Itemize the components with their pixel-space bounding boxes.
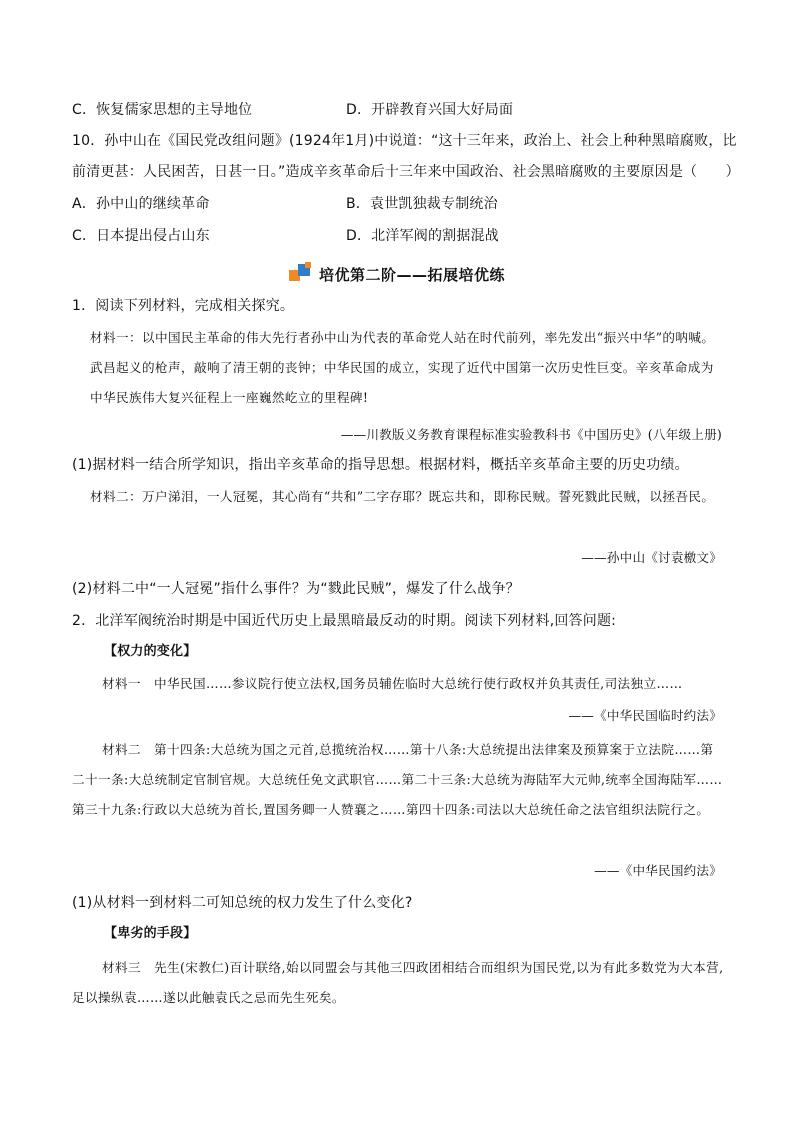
q10-option-a: A．孙中山的继续革命 <box>72 196 210 212</box>
p1-material-1: 材料一：以中国民主革命的伟大先行者孙中山为代表的革命党人站在时代前列，率先发出“振兴中华”的呐喊。武昌起义的枪声，敲响了清王朝的丧钟；中华民国的成立，实现了近代中国第一次历史性巨变。辛亥革命成为中华民族伟大复兴征程上一座巍然屹立的里程碑! <box>90 330 715 405</box>
q10-stem-line2: 前清更甚：人民困苦，日甚一日。”造成辛亥革命后十三年来中国政治、社会黑暗腐败的主要原因是（ ） <box>72 164 740 180</box>
p1-material-2-source: ——孙中山《讨袁檄文》 <box>581 550 722 565</box>
p2-tag-power-change: 【权力的变化】 <box>104 644 197 659</box>
p2-material-2: 材料二 第十四条:大总统为国之元首,总揽统治权……第十八条:大总统提出法律案及预算案于立法院……第二十一条:大总统制定官制官规。大总统任免文武职官……第二十三条:大总统为海陆军大元帅,统率全国海陆军……第三十九条:行政以大总统为首长,置国务卿一人赞襄之……第四十四条:司法以大总统任命之法官组织法院行之。 <box>72 742 723 817</box>
q9-option-d: D．开辟教育兴国大好局面 <box>346 102 514 118</box>
section-heading <box>0 262 794 285</box>
p1-stem: 1．阅读下列材料，完成相关探究。 <box>72 298 295 314</box>
q10-option-c: C．日本提出侵占山东 <box>72 228 210 244</box>
section-title: 培优第二阶——拓展培优练 <box>318 266 505 284</box>
q10-option-b: B．袁世凯独裁专制统治 <box>346 196 498 212</box>
q10-stem-line1: 10．孙中山在《国民党改组问题》(1924年1月)中说道：“这十三年来，政治上、社会上种种黑暗腐败，比 <box>72 133 737 149</box>
p1-material-1-source: ——川教版义务教育课程标准实验教科书《中国历史》(八年级上册) <box>340 427 722 442</box>
section-logo-icon <box>289 262 315 284</box>
q9-option-c: C．恢复儒家思想的主导地位 <box>72 102 253 118</box>
p2-stem: 2．北洋军阀统治时期是中国近代历史上最黑暗最反动的时期。阅读下列材料,回答问题: <box>72 613 617 629</box>
p2-tag-despicable-means: 【卑劣的手段】 <box>104 926 197 941</box>
p1-question-1: (1)据材料一结合所学知识，指出辛亥革命的指导思想。根据材料，概括辛亥革命主要的历史功绩。 <box>72 457 689 473</box>
p2-material-1-source: ——《中华民国临时约法》 <box>568 708 722 723</box>
q10-option-d: D．北洋军阀的割据混战 <box>346 228 499 244</box>
p1-question-2: (2)材料二中“一人冠冕”指什么事件？为“戮此民贼”，爆发了什么战争？ <box>72 581 520 597</box>
p2-material-3: 材料三 先生(宋教仁)百计联络,始以同盟会与其他三四政团相结合而组织为国民党,以为有此多数党为大本营,足以操纵袁……遂以此触袁氏之忌而先生死矣。 <box>72 960 724 1005</box>
p1-material-2: 材料二：万户涕泪，一人冠冕，其心尚有“共和”二字存耶？既忘共和，即称民贼。誓死戮此民贼，以拯吾民。 <box>90 489 715 504</box>
p2-material-1: 材料一 中华民国……参议院行使立法权,国务员辅佐临时大总统行使行政权并负其责任,司法独立…… <box>102 676 683 691</box>
p2-material-2-source: ——《中华民国约法》 <box>594 863 722 878</box>
p2-question-1: (1)从材料一到材料二可知总统的权力发生了什么变化? <box>72 895 413 911</box>
